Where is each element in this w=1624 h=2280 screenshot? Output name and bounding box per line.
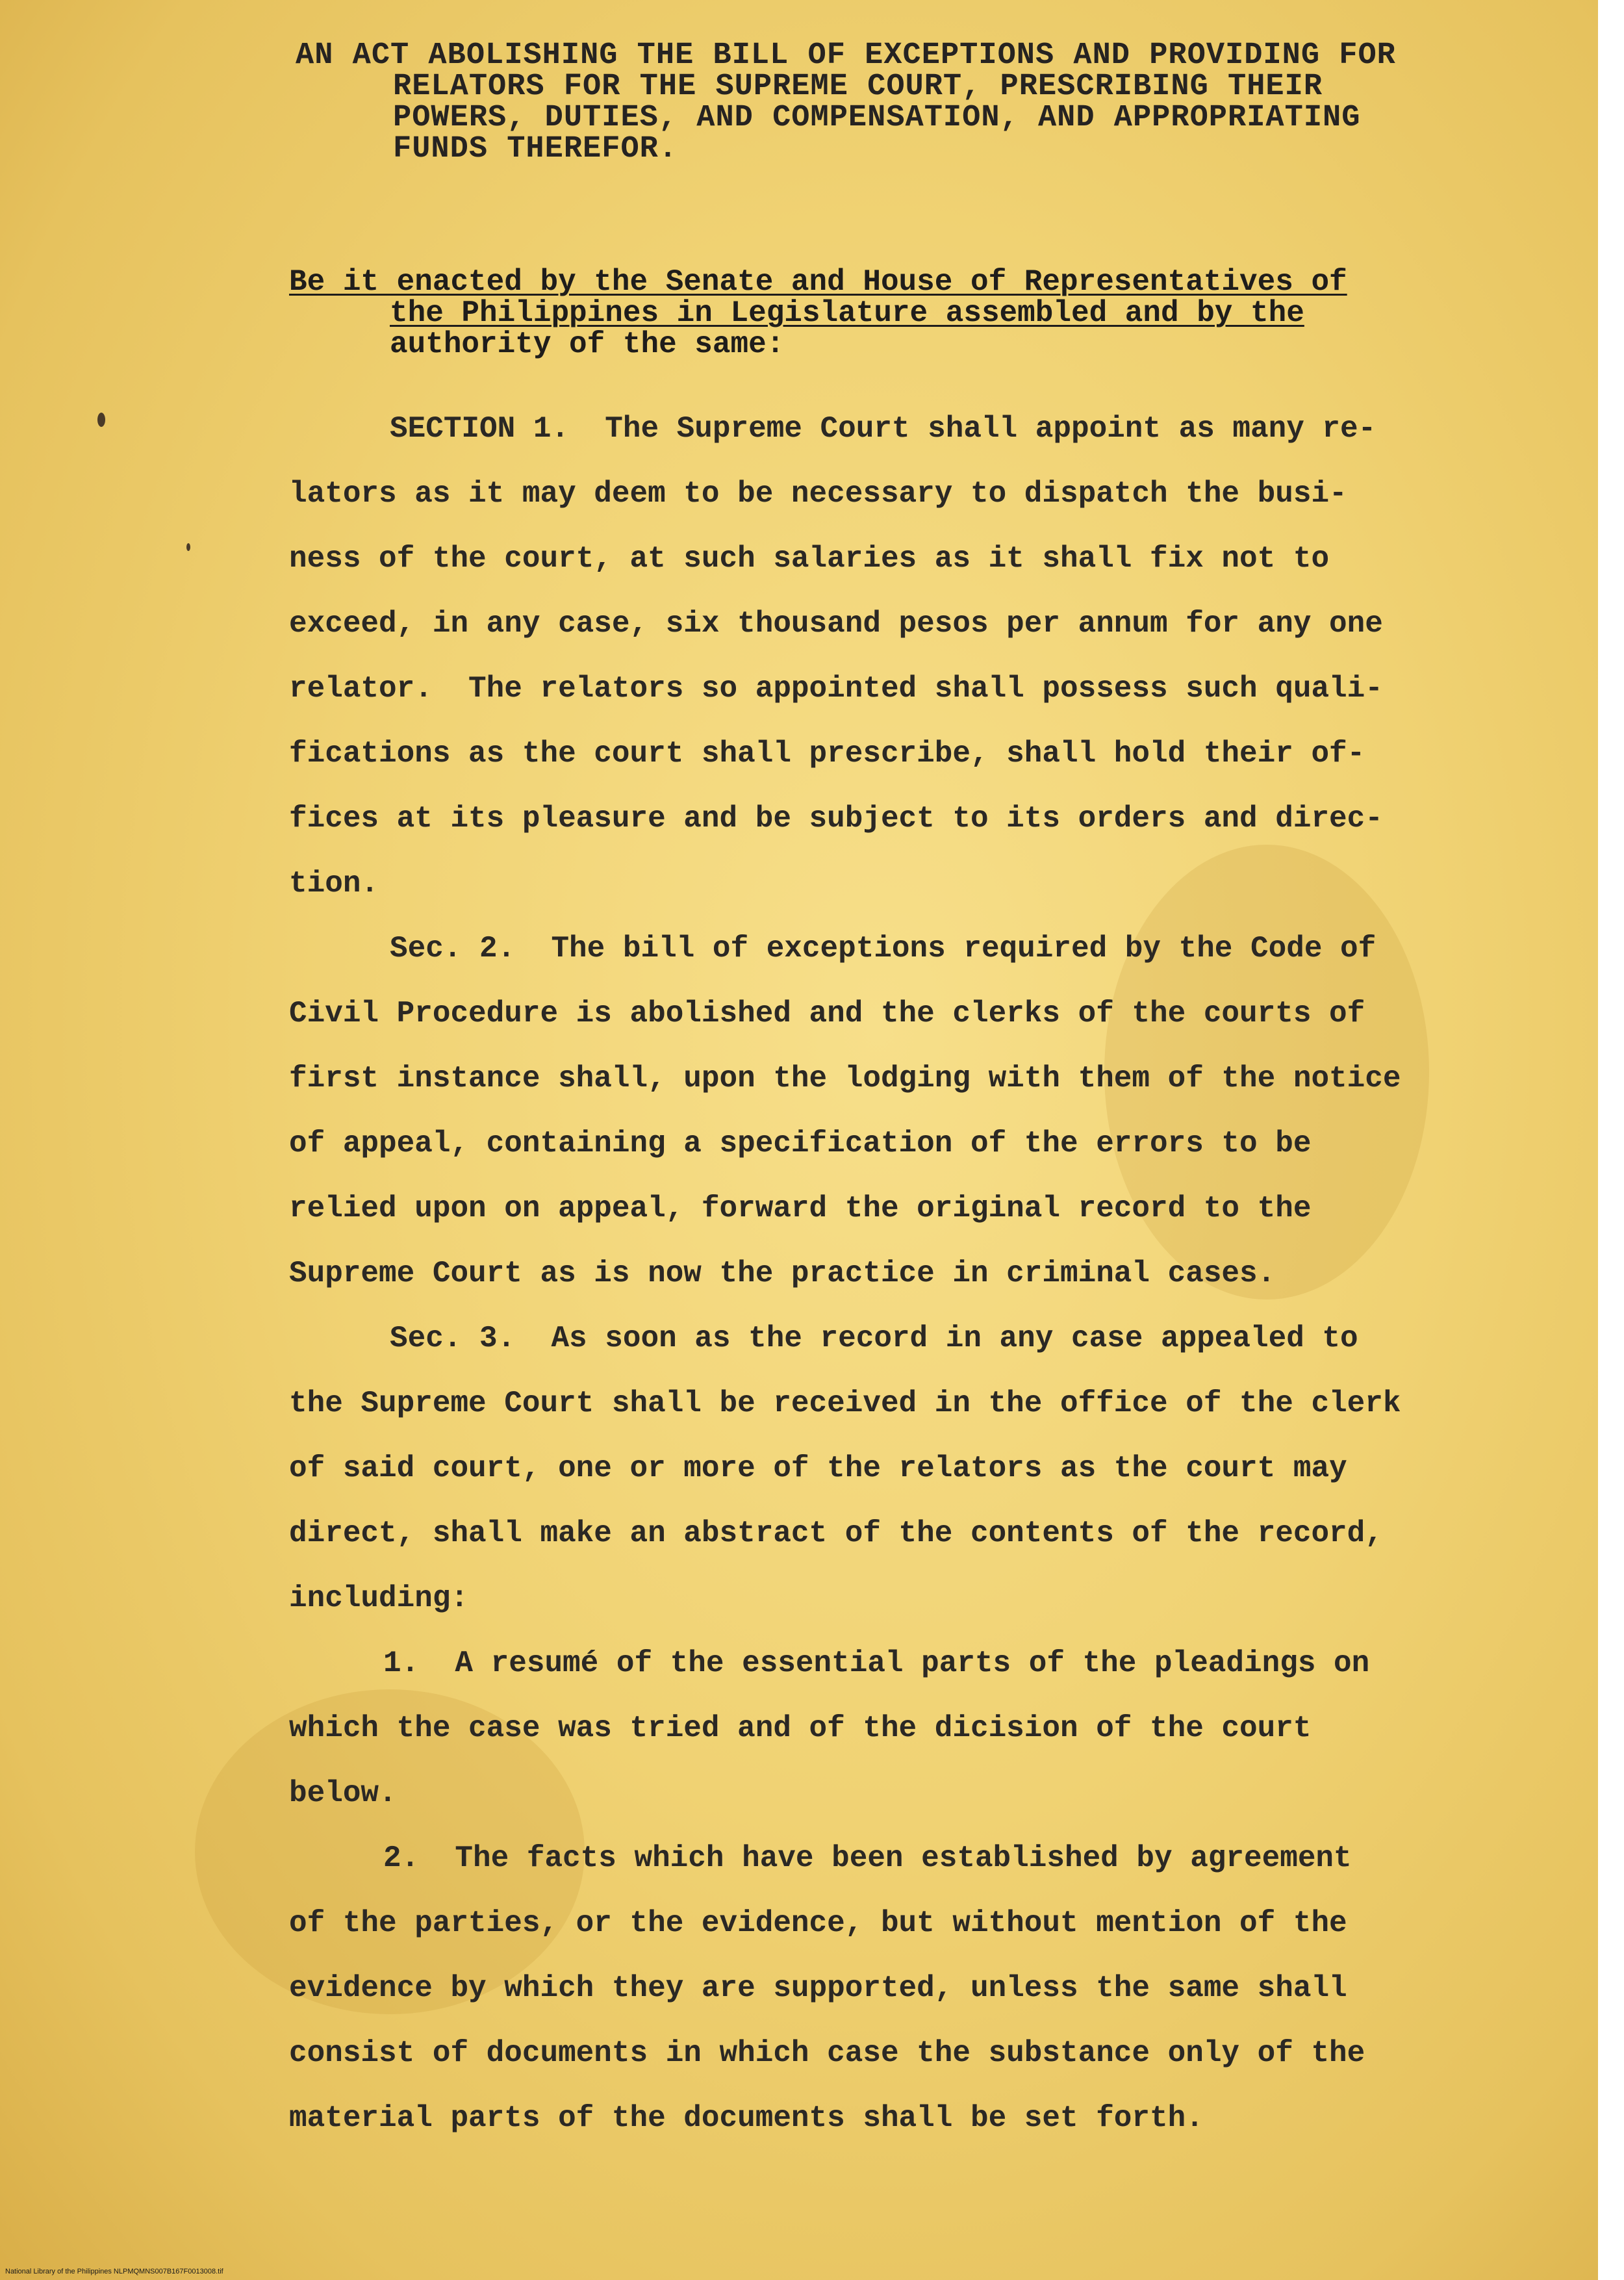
body-line: including: [289, 1582, 469, 1615]
title-line: RELATORS FOR THE SUPREME COURT, PRESCRIBING THEIR [393, 70, 1323, 104]
body-line: relator. The relators so appointed shall possess such quali- [289, 672, 1383, 706]
body-line: Supreme Court as is now the practice in criminal cases. [289, 1257, 1276, 1290]
item-2-line: 2. The facts which have been established by agreement [383, 1841, 1352, 1875]
item-1-line: 1. A resumé of the essential parts of the pleadings on [383, 1646, 1370, 1680]
ink-spot [97, 413, 105, 427]
enacting-line: Be it enacted by the Senate and House of Representatives of [289, 265, 1347, 299]
body-line: tion. [289, 867, 379, 901]
enacting-line: authority of the same: [390, 327, 785, 361]
body-line: of the parties, or the evidence, but without mention of the [289, 1906, 1347, 1940]
ink-spot [186, 543, 190, 551]
body-line: below. [289, 1776, 397, 1810]
scan-footer: National Library of the Philippines NLPMQMNS007B167F0013008.tif [5, 2268, 223, 2275]
section-2-heading-line: Sec. 2. The bill of exceptions required by the Code of [390, 932, 1377, 966]
body-line: direct, shall make an abstract of the contents of the record, [289, 1517, 1383, 1550]
body-line: ness of the court, at such salaries as it shall fix not to [289, 542, 1330, 576]
body-line: which the case was tried and of the dicision of the court [289, 1711, 1312, 1745]
body-line: the Supreme Court shall be received in the office of the clerk [289, 1387, 1401, 1420]
act-body [289, 396, 1543, 2151]
section-1-heading-line: SECTION 1. The Supreme Court shall appoint as many re- [390, 412, 1377, 446]
body-line: material parts of the documents shall be set forth. [289, 2101, 1204, 2135]
body-line: fications as the court shall prescribe, shall hold their of- [289, 737, 1365, 771]
section-3-heading-line: Sec. 3. As soon as the record in any case appealed to [390, 1322, 1358, 1355]
title-line: FUNDS THEREFOR. [393, 132, 678, 166]
body-line: consist of documents in which case the substance only of the [289, 2036, 1365, 2070]
act-title [296, 40, 1530, 165]
scan-margin [1598, 0, 1624, 2280]
body-line: fices at its pleasure and be subject to its orders and direc- [289, 802, 1383, 836]
body-line: of said court, one or more of the relators as the court may [289, 1452, 1347, 1485]
body-line: first instance shall, upon the lodging with them of the notice [289, 1062, 1401, 1095]
title-line: POWERS, DUTIES, AND COMPENSATION, AND APPROPRIATING [393, 101, 1361, 135]
body-line: exceed, in any case, six thousand pesos per annum for any one [289, 607, 1383, 641]
body-line: relied upon on appeal, forward the original record to the [289, 1192, 1312, 1225]
enacting-clause [289, 266, 1523, 360]
enacting-line: the Philippines in Legislature assembled and by the [390, 296, 1304, 330]
title-line: AN ACT ABOLISHING THE BILL OF EXCEPTIONS AND PROVIDING FOR [296, 38, 1396, 73]
body-line: Civil Procedure is abolished and the clerks of the courts of [289, 997, 1365, 1031]
body-line: evidence by which they are supported, unless the same shall [289, 1971, 1347, 2005]
body-line: lators as it may deem to be necessary to dispatch the busi- [289, 477, 1347, 511]
body-line: of appeal, containing a specification of the errors to be [289, 1127, 1312, 1160]
